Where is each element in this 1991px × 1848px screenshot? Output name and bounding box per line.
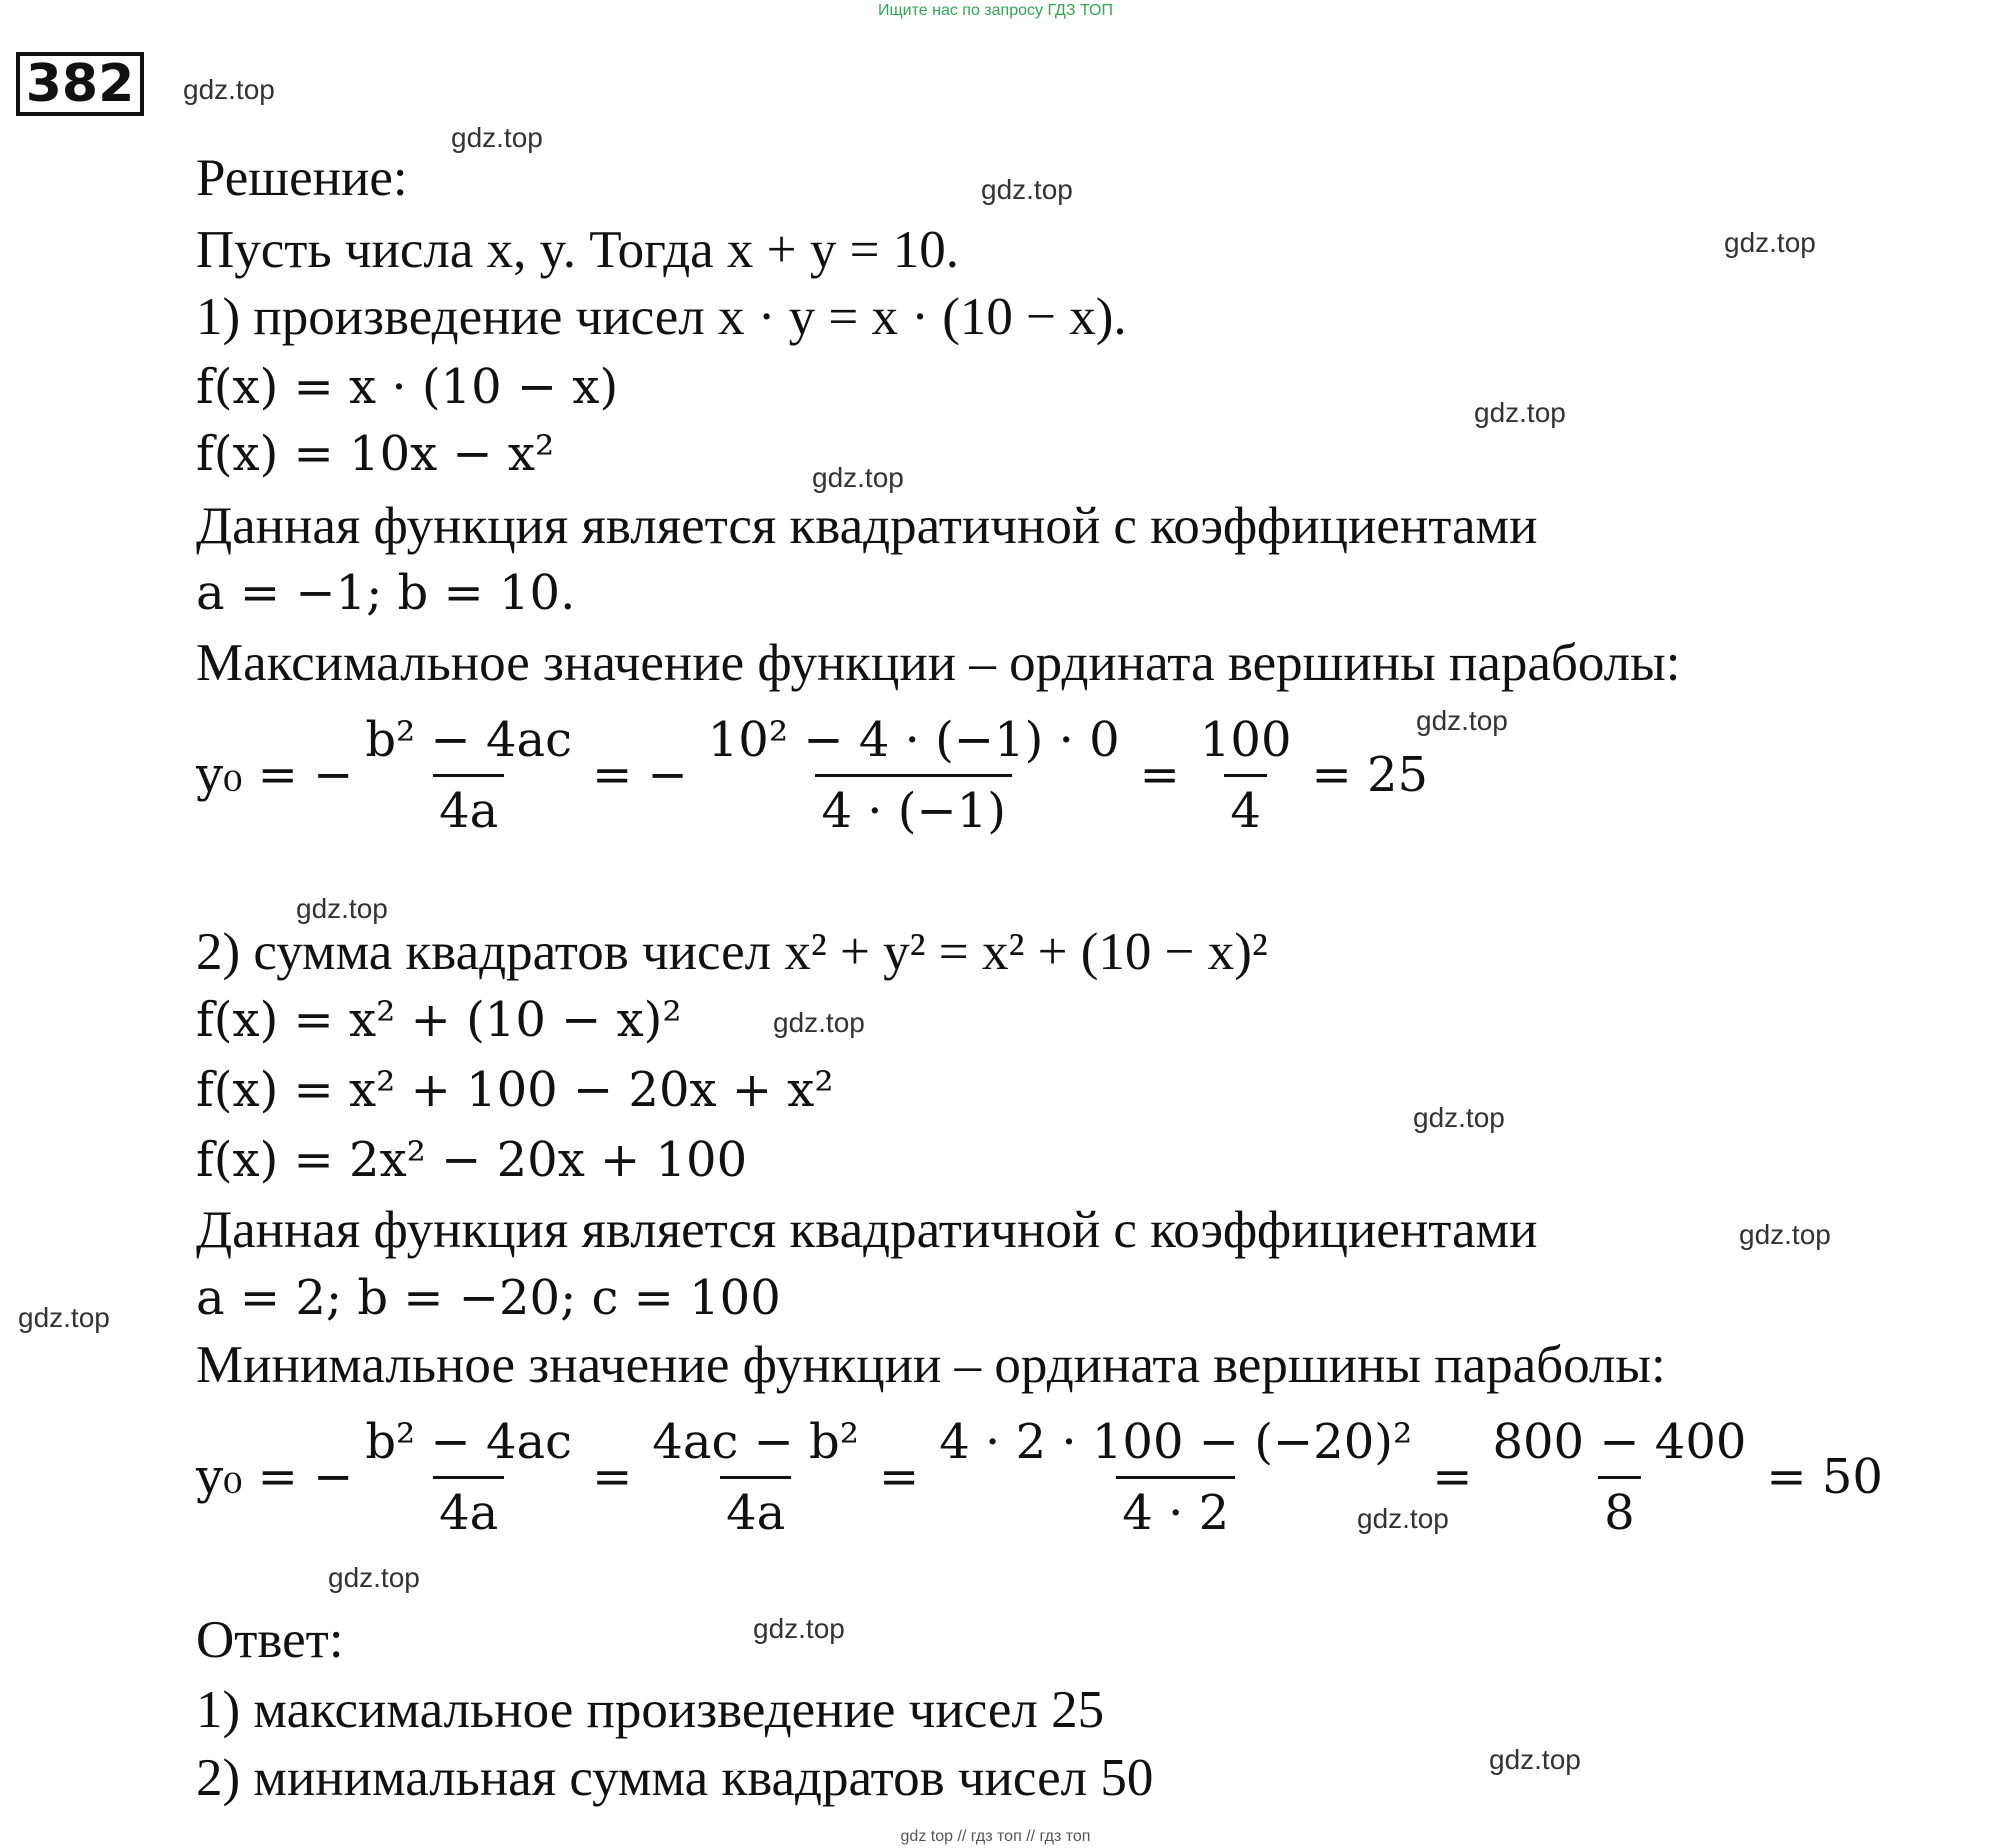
numerator: 10² − 4 · (−1) · 0 xyxy=(707,711,1120,768)
operator: = xyxy=(1139,747,1180,803)
operator: = xyxy=(879,1449,920,1505)
result: = 25 xyxy=(1311,747,1429,803)
solution-label: Решение: xyxy=(196,149,408,207)
operator: = − xyxy=(592,747,688,803)
math-line: f(x) = 2x² − 20x + 100 xyxy=(196,1132,748,1188)
text-line: 2) сумма квадратов чисел x² + y² = x² + (10 − x)² xyxy=(196,923,1268,981)
fraction xyxy=(1194,712,1298,839)
watermark: gdz.top xyxy=(773,1007,865,1038)
formula-max xyxy=(196,700,1436,850)
answer-line: 1) максимальное произведение чисел 25 xyxy=(196,1681,1105,1739)
math-line: f(x) = 10x − x² xyxy=(196,426,555,482)
problem-number: 382 xyxy=(16,52,144,116)
footer: gdz top // гдз топ // гдз топ xyxy=(900,1828,1091,1845)
watermark: gdz.top xyxy=(1489,1744,1581,1775)
fraction xyxy=(1486,1414,1752,1541)
top-banner: Ищите нас по запросу ГДЗ ТОП xyxy=(878,2,1113,19)
watermark: gdz.top xyxy=(296,893,388,924)
denominator: 4 · (−1) xyxy=(815,774,1012,839)
math-line: a = −1; b = 10. xyxy=(196,565,576,621)
watermark: gdz.top xyxy=(812,462,904,493)
numerator: 100 xyxy=(1199,711,1292,768)
answer-label: Ответ: xyxy=(196,1611,344,1669)
fraction xyxy=(646,1414,865,1541)
math-line: f(x) = x² + 100 − 20x + x² xyxy=(196,1062,834,1118)
numerator: b² − 4ac xyxy=(365,711,573,768)
watermark: gdz.top xyxy=(1357,1503,1449,1534)
watermark: gdz.top xyxy=(451,122,543,153)
denominator: 4a xyxy=(433,774,504,839)
math-line: a = 2; b = −20; c = 100 xyxy=(196,1270,781,1326)
fraction xyxy=(359,1414,578,1541)
formula-min xyxy=(196,1402,1891,1552)
text-line: Данная функция является квадратичной с коэффициентами xyxy=(196,497,1538,555)
numerator: 4ac − b² xyxy=(652,1413,860,1470)
fraction xyxy=(933,1414,1418,1541)
watermark: gdz.top xyxy=(183,74,275,105)
watermark: gdz.top xyxy=(1724,227,1816,258)
denominator: 4 xyxy=(1224,774,1267,839)
fraction xyxy=(702,712,1126,839)
text-line: Пусть числа x, y. Тогда x + y = 10. xyxy=(196,221,959,279)
watermark: gdz.top xyxy=(1416,705,1508,736)
watermark: gdz.top xyxy=(1739,1219,1831,1250)
watermark: gdz.top xyxy=(18,1302,110,1333)
text-line: Минимальное значение функции – ордината вершины параболы: xyxy=(196,1336,1666,1394)
formula-lhs: y₀ = − xyxy=(196,1449,354,1505)
watermark: gdz.top xyxy=(1413,1102,1505,1133)
numerator: 4 · 2 · 100 − (−20)² xyxy=(939,1413,1413,1470)
denominator: 8 xyxy=(1598,1476,1641,1541)
text-line: Данная функция является квадратичной с коэффициентами xyxy=(196,1201,1538,1259)
watermark: gdz.top xyxy=(981,174,1073,205)
math-line: f(x) = x · (10 − x) xyxy=(196,359,619,415)
watermark: gdz.top xyxy=(1474,397,1566,428)
math-line: f(x) = x² + (10 − x)² xyxy=(196,992,682,1048)
watermark: gdz.top xyxy=(753,1613,845,1644)
denominator: 4a xyxy=(720,1476,791,1541)
numerator: 800 − 400 xyxy=(1492,1413,1747,1470)
text-line: 1) произведение чисел x · y = x · (10 − x). xyxy=(196,288,1127,346)
operator: = xyxy=(1432,1449,1473,1505)
watermark: gdz.top xyxy=(328,1562,420,1593)
fraction xyxy=(359,712,578,839)
denominator: 4 · 2 xyxy=(1116,1476,1235,1541)
denominator: 4a xyxy=(433,1476,504,1541)
operator: = xyxy=(592,1449,633,1505)
answer-line: 2) минимальная сумма квадратов чисел 50 xyxy=(196,1749,1154,1807)
result: = 50 xyxy=(1766,1449,1883,1505)
numerator: b² − 4ac xyxy=(365,1413,573,1470)
formula-lhs: y₀ = − xyxy=(196,747,354,803)
text-line: Максимальное значение функции – ордината вершины параболы: xyxy=(196,634,1681,692)
